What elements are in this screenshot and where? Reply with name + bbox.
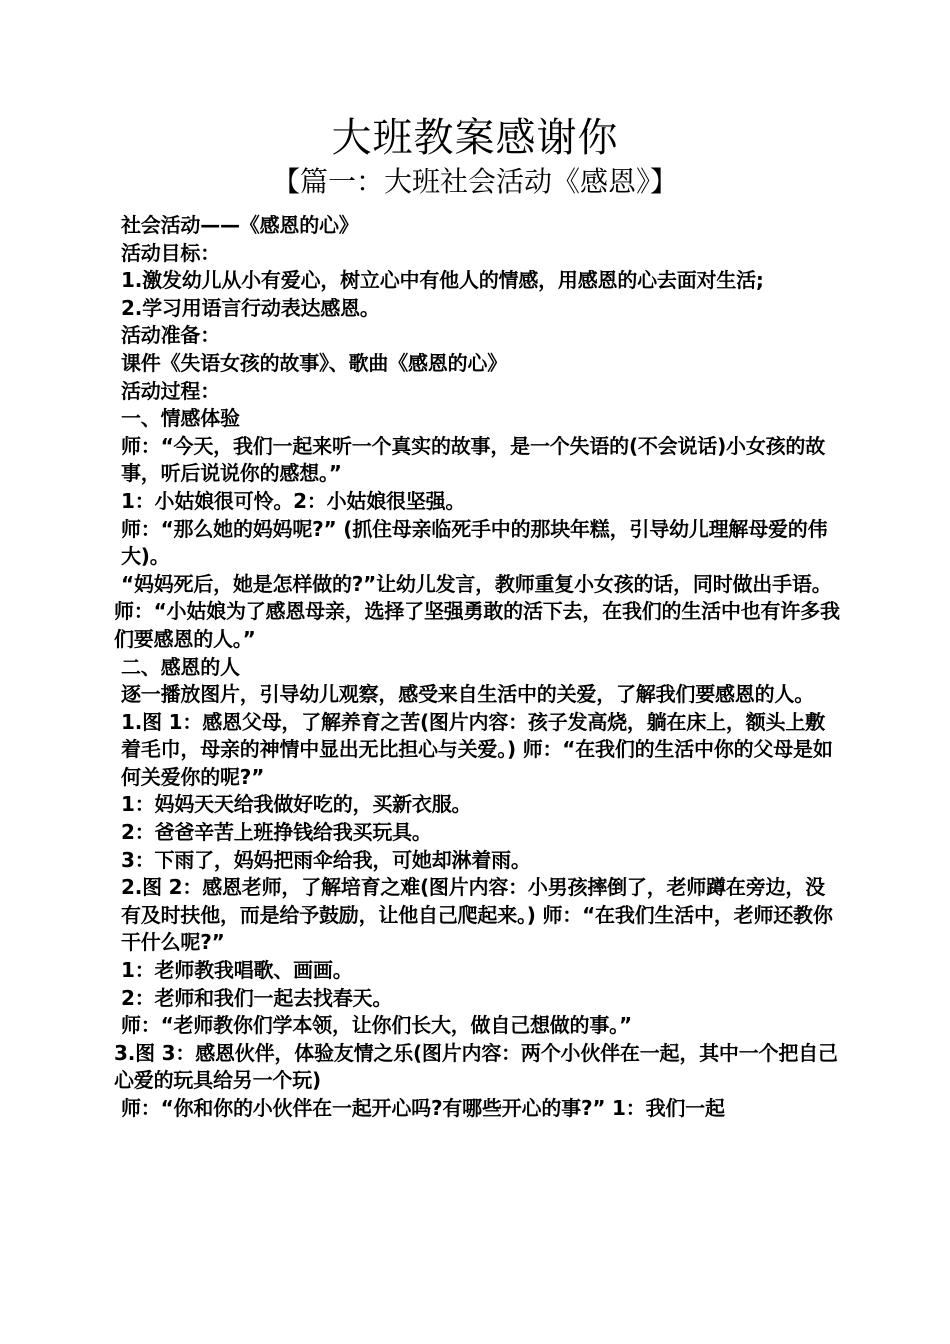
body-line: 2.学习用语言行动表达感恩。 (121, 295, 380, 320)
body-line: 2.图 2：感恩老师，了解培育之难(图片内容：小男孩摔倒了，老师蹲在旁边，没有及时扶他，而是给予鼓励，让他自己爬起来。) 师：“在我们生活中，老师还教你干什么呢?” (121, 875, 833, 955)
body-line: 活动目标： (121, 240, 220, 265)
document-subtitle: 【篇一：大班社会活动《感恩》】 (271, 165, 678, 198)
body-line: 师：“小姑娘为了感恩母亲，选择了坚强勇敢的活下去，在我们的生活中也有许多我们要感恩的人。” (114, 599, 840, 651)
body-line: “妈妈死后，她是怎样做的?”让幼儿发言，教师重复小女孩的话，同时做出手语。 (121, 571, 832, 596)
body-line: 一、情感体验 (121, 406, 240, 431)
body-line: 1：妈妈天天给我做好吃的，买新衣服。 (121, 792, 472, 817)
body-line: 3.图 3：感恩伙伴，体验友情之乐(图片内容：两个小伙伴在一起，其中一个把自己心爱的玩具给另一个玩) (114, 1040, 838, 1093)
body-line: 1.图 1：感恩父母，了解养育之苦(图片内容：孩子发高烧，躺在床上，额头上敷着毛巾，母亲的神情中显出无比担心与关爱。) 师：“在我们的生活中你的父母是如何关爱你的呢?” (121, 709, 833, 789)
body-line: 2：爸爸辛苦上班挣钱给我买玩具。 (121, 820, 432, 845)
body-line: 师：“老师教你们学本领，让你们长大，做自己想做的事。” (121, 1013, 632, 1038)
body-line: 1：老师教我唱歌、画画。 (121, 958, 353, 983)
body-line: 2：老师和我们一起去找春天。 (121, 985, 393, 1010)
body-line: 社会活动——《感恩的心》 (121, 213, 359, 237)
body-line: 活动准备： (121, 323, 220, 348)
body-line: 1：小姑娘很可怜。2：小姑娘很坚强。 (121, 488, 466, 513)
body-line: 1.激发幼儿从小有爱心，树立心中有他人的情感，用感恩的心去面对生活; (121, 268, 764, 293)
body-line: 师：“那么她的妈妈呢?” (抓住母亲临死手中的那块年糕，引导幼儿理解母爱的伟大)。 (121, 516, 828, 569)
body-line: 师：“今天，我们一起来听一个真实的故事，是一个失语的(不会说话)小女孩的故事，听后说说你的感想。” (121, 433, 826, 486)
body-line: 师：“你和你的小伙伴在一起开心吗?有哪些开心的事?” 1：我们一起 (121, 1096, 725, 1120)
body-line: 逐一播放图片，引导幼儿观察，感受来自生活中的关爱，了解我们要感恩的人。 (121, 682, 814, 707)
document-title: 大班教案感谢你 (331, 115, 619, 161)
document-body (114, 212, 844, 1123)
body-line: 课件《失语女孩的故事》、歌曲《感恩的心》 (121, 350, 507, 375)
body-line: 二、感恩的人 (121, 654, 240, 679)
body-line: 3：下雨了，妈妈把雨伞给我，可她却淋着雨。 (121, 847, 531, 872)
body-line: 活动过程： (121, 378, 220, 403)
